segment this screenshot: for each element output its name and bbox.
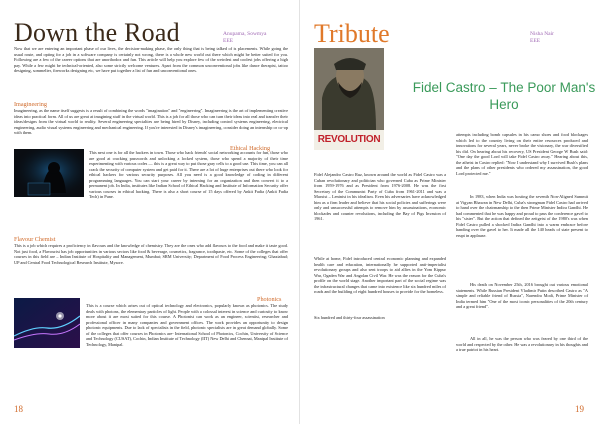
body-col1-para2: While at home, Fidel introduced central economic planning and expanded health care and education, internationally he supported anti-imperialist revolutionary groups and also sent troops to aid allies in the Yom Kippur War, Ogaden War and Angolan Civil War. He was the reason for the Cuba's profile on the world stage. Another important part of the social regime was the infrastructural changes that came into existence like six hundred miles of roads and the building of eight hundred houses to provide for the homeless. bbox=[314, 256, 446, 294]
right-page bbox=[300, 0, 600, 424]
photonics-image bbox=[14, 298, 80, 348]
section-body-photonics: This is a course which arises out of optical technology and electronics, popularly known as photonics. The study deals with photons, the elementary particles of light. People with a colossal interest in science and curiosity to know more about it are most suited for this course. A Photonist can work as an engineer, scientist, researcher and professional officer in many companies and government offices. The work provides an opportunity to design photonic equipments. Due to lack of specialists in the field, photonic specialists are in great demand globally. Some of the colleges that offer courses in Photonics are- International School of Photonics, Cochin, University of Science and Technology (CUSAT), Cochin, Indian Institute of Technology (IIT) New Delhi and Chennai, Manipal Institute of Technology, Manipal. bbox=[86, 303, 288, 347]
body-col2-para4: All in all, he was the person who was feared by one third of the world and respected by the other. He was a revolutionary in his thoughts and a true patriot in his heart. bbox=[456, 336, 588, 352]
article-title: Fidel Castro – The Poor Man's Hero bbox=[412, 80, 596, 112]
body-col1-para1: Fidel Alejandro Castro Ruz, known around the world as Fidel Castro was a Cuban revolutionary and politician who governed Cuba as Prime Minister from 1959-1976 and as President from 1976-2008. He was the first Secretary of the Communist Party of Cuba from 1961-2011 and was a Marxist – Leninist in his idealism. Even his adversaries have acknowledged him as a firm leader and believe that his social policies and sufferings were only and unsuccessful attempts to remove him by assassinations, economic blockades and counter revolutions, including the Bay of Pigs Invasion of 1961. bbox=[314, 172, 446, 221]
page-number: 19 bbox=[575, 404, 584, 414]
author-dept: EEE bbox=[223, 37, 234, 44]
page-title: Down the Road bbox=[14, 18, 180, 47]
author-name: Anupama, Sowmya bbox=[223, 31, 267, 37]
author-byline bbox=[223, 31, 266, 45]
section-heading-hacking: Ethical Hacking bbox=[230, 145, 271, 152]
body-col2-para1: attempts including bomb capsules in his camo shoes and food blockages which led to the country living on their entire resources produced and innovations for several years, never broke the visionary, the war diversified his did. On hearing about his recovery, US President George W Bush said: "One day the good Lord will take Fidel Castro away." Hearing about this, the atheist in Castro replied: "Now I understand why I survived Bush's plans and the plans of other presidents who ordered my assassination, the good Lord protected me." bbox=[456, 132, 588, 176]
page-number: 18 bbox=[14, 404, 23, 414]
section-heading-flavour: Flavour Chemist bbox=[14, 236, 56, 243]
body-col2-para3: His death on November 25th, 2016 brought out various emotional statements. While Russian President Vladimir Putin described Castro as "A simple and reliable friend of Russia", Narendra Modi, Prime Minister of India termed him "One of the most iconic personalities of the 20th century and a great friend". bbox=[456, 282, 588, 309]
author-name: Nisha Nair bbox=[530, 31, 554, 37]
page-title: Tribute bbox=[314, 19, 390, 48]
section-heading-imagineering: Imagineering bbox=[14, 101, 47, 108]
section-body-imagineering: Imagineering, as the name itself suggests is a result of combining the words "imagination" and "engineering". Imagineering is the art of implementing creative ideas into practical form. All of us are great at imagining stuff in the virtual world. This is a job for all those who can turn their ideas into real and transfer their ideas/designs from the virtual world to reality. Several engineering specialties are being hired by Disney, including control systems engineering, electrical engineering, audio visual systems engineering and mechanical engineering. If you're interested in Disney's imagineering, consider doing an internship or co-op with them. bbox=[14, 108, 288, 135]
section-body-hacking: This next one is for all the hackers in town. Those who hack friends' social networking accounts for fun, those who are good at cracking passwords and unlocking a locked system, those who spend a majority of their time experimenting with various codes — this is a great way to put those gray cells to a good use. This time, you can all crack the security of computer system and get paid for it. There are a lot of huge enterprises out there who look for ethical hackers for various security purposes. All you need is a good knowledge of coding in different programming languages. You can start your career by interning for an organization and then convert it to a permanent job. In India, institutes like Indian School of Ethical Hacking and Institute of Information Security offer various courses in ethical hacking. There is also a short course of 15 days offered by Ankit Fadia (Ankit Fadia Tech) in Pune. bbox=[89, 150, 288, 199]
hacker-image bbox=[14, 149, 84, 197]
poster-caption: REVOLUTION bbox=[317, 134, 381, 145]
section-heading-photonics: Photonics bbox=[257, 296, 282, 303]
section-body-flavour: This is a job which requires a proficiency in flavours and the knowledge of chemistry. They are the ones who add flavours to the food and make it taste good. Not just food, a Flavourist has job opportunities in various sectors like food & beverage, cosmetics, fragrance, toothpaste, etc. Some of the colleges that offer courses in this field are – Indian Institute of Hospitality and Management, Mumbai; SRM University; Department of Food Process Engineering; Ghaziabad; UP and Central Food Technological Research Institute, Mysore. bbox=[14, 243, 288, 265]
body-col2-para2: In 1983, when India was hosting the seventh Non-Aligned Summit at Vigyan Bhawan in New Delhi, Cuba's strongman Fidel Castro had arrived to hand over the chairmanship to the then Prime Minister Indira Gandhi. He had commented that he was happy and proud to pass the conference gavel to his "sister". But the action that defined the zeitgeist of the 1980's was when Fidel Castro pulled a shocked Indira Gandhi into a warm embrace before handing over the gavel to her. It made all the 140 heads of state present to erupt in applause. bbox=[456, 194, 588, 238]
author-byline bbox=[530, 31, 554, 45]
castro-poster bbox=[314, 48, 384, 150]
body-col1-para3: Six hundred and thirty-four assassination bbox=[314, 315, 385, 320]
author-dept: EEE bbox=[530, 37, 541, 44]
intro-paragraph: Now that we are entering an important phase of our lives, the decision-making phase, the only thing that is being talked of is placements. While going the usual route, and opting for a job in a software company is certainly not wrong, there is a whole new world out there which might be better suited for you. Following are a few of the career options that are unorthodox and fun. This article will help you explore few of the weirdest and coolest jobs offering a high pay. While a few might be technical-oriented, also some strictly welcome ventures. Apart from the common unconventional jobs like dance therapist, tattoo designing, sommelier, fireworks designing etc, we have put together a list of fun and unconventional ones. bbox=[14, 46, 288, 73]
